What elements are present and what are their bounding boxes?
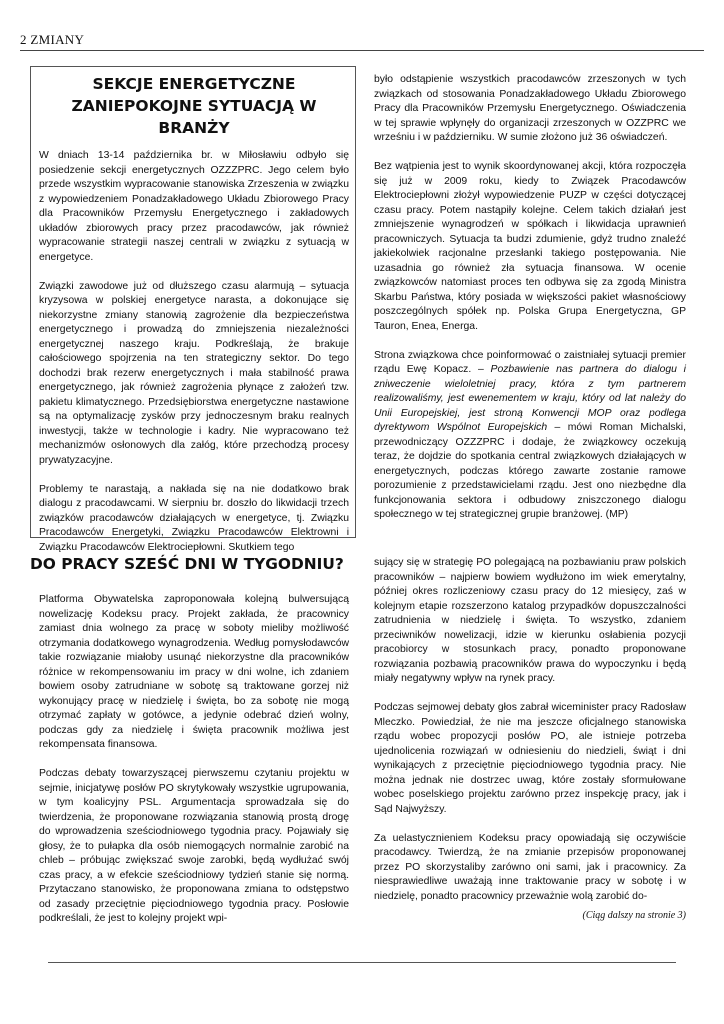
section-name: ZMIANY <box>30 32 85 47</box>
paragraph: Platforma Obywatelska zaproponowała kolejną bulwersującą nowelizację Kodeksu pracy. Projekt zakłada, że pracownicy zamiast dnia wolnego za pracę w soboty mieliby możliwość otrzymania dodatkowego wynagrodzenia. Według pomysłodawców takie rozwiązanie miałoby usunąć niekorzystne dla pracowników różnice w rekompensowaniu im pracy w dni wolne, ich zdaniem bowiem osoby zatrudniane w sobotę są traktowane gorzej niż wykonujący pracę w niedzielę i święta, bo za sobotę nie mogą otrzymać zapłaty w gotówce, a jedynie odebrać dzień wolny, podczas gdy za niedzielę i święta pracownik możliwa jest rekompensata finansowa. <box>39 594 349 750</box>
page-header <box>20 32 704 51</box>
paragraph: Podczas debaty towarzyszącej pierwszemu czytaniu projektu w sejmie, inicjatywę posłów PO skrytykowały wszystkie ugrupowania, w tym koalicyjny PSL. Argumentacja sprowadzała się do twierdzenia, że proponowane rozwiązania stanowią prostą drogę do wprowadzenia sześciodniowego tygodnia pracy. Pojawiały się głosy, że to pułapka dla osób niemogących normalnie zarobić na chleb – próbując zwiększać swoje zarobki, będą wydłużać swój czas pracy, a w efekcie sześciodniowy tydzień stanie się normą. Przytaczano stanowisko, że proponowana zmiana to odstępstwo od zasady przeciętnie pięciodniowego tygodnia pracy. Posłowie podkreślali, że jest to kolejny projekt wpi- <box>39 768 349 924</box>
article1-title-line1: SEKCJE ENERGETYCZNE <box>92 75 296 93</box>
page-number: 2 <box>20 32 27 47</box>
paragraph: sujący się w strategię PO polegającą na pozbawianiu praw polskich pracowników – najpierw bowiem wydłużono im wiek emerytalny, później okres rozliczeniowy czasu pracy do 12 miesięcy, zaś w kolejnym etapie rozszerzono katalog przypadków dopuszczalności zatrudnienia w niedzielę i święta. To wszystko, zdaniem przeciwników nowelizacji, idzie w kierunku osłabienia pozycji pracobiorcy w stosunkach pracy, ponadto proponowane rozwiązania pozbawią pracowników prawa do wypoczynku i będą miały negatywny wpływ na rynek pracy. <box>374 557 686 684</box>
paragraph-quote <box>374 349 686 523</box>
quote-intro: Strona związkowa chce poinformować o zaistniałej sytuacji premier rządu Ewę Kopacz. – <box>374 349 686 375</box>
footer-divider <box>48 962 676 963</box>
paragraph: Podczas sejmowej debaty głos zabrał wiceminister pracy Radosław Mleczko. Powiedział, że nie ma jeszcze oficjalnego stanowiska rządu wobec propozycji posłów PO, ale istnieje potrzeba ujednolicenia rozwiązań w odniesieniu do niedzieli, świąt i dni wynikających z przeciętnie pięciodniowego tygodnia pracy. Nie można jednak nie dostrzec uwag, które zostały sformułowane wobec poselskiego projektu zarówno przez inspekcję pracy, jak i Sąd Najwyższy. <box>374 702 686 815</box>
article1-title <box>39 73 349 139</box>
quote-rest: – mówi Roman Michalski, przewodniczący OZZZPRC i dodaje, że związkowcy oczekują teraz, że dojdzie do spotkania central związkowych działających w energetycznych, podczas którego zawarte zostanie ramowe porozumienie z przedstawicielami rządu. Jest ono niezbędne dla funkcjonowania sektora i odbudowy zniszczonego dialogu społecznego w tej strategicznej grupie branżowej. (MP) <box>374 422 686 520</box>
paragraph: Bez wątpienia jest to wynik skoordynowanej akcji, która rozpoczęła się już w 2009 roku, kiedy to Związek Pracodawców Elektrociepłowni złożył wypowiedzenie PUZP w części dotyczącej czasu pracy. Potem nastąpiły kolejne. Celem takich działań jest zmniejszenie wynagrodzeń w spółkach i likwidacja uprawnień pracowniczych. Sytuacja ta budzi zdumienie, gdyż trudno znaleźć jakiekolwiek racjonalne przesłanki takiego postępowania. Nie uzasadnia go również zła sytuacja finansowa. W ocenie związkowców natomiast proces ten odbywa się za zgodą Ministra Skarbu Państwa, który posiada w większości pakiet własnościowy poszczególnych spółek np. Polska Grupa Energetyczna, GP Tauron, Enea, Energa. <box>374 161 686 332</box>
paragraph: W dniach 13-14 października br. w Miłosławiu odbyło się posiedzenie sekcji energetycznych OZZZPRC. Jego celem było przede wszystkim wypracowanie stanowiska Zrzeszenia w związku z wypowiedzeniem Ponadzakładowego Układu Zbiorowego Pracy dla Pracowników Przemysłu Energetycznego i zakładowych układów zbiorowych pracy przez pracodawców, jak również wypracowanie strategii naszej centrali w związku z sytuacją w energetyce. <box>39 150 349 263</box>
paragraph: Problemy te narastają, a nakłada się na nie dodatkowo brak dialogu z pracodawcami. W sierpniu br. doszło do likwidacji trzech związków pracodawców działających w energetyce, tj. Związku Pracodawców Energetyki, Związku Pracodawców Elektrowni i Związku Pracodawców Elektrociepłowni. Skutkiem tego <box>39 483 349 553</box>
paragraph: Związki zawodowe już od dłuższego czasu alarmują – sytuacja kryzysowa w polskiej energetyce narasta, a dokonujące się niekorzystne zmiany stanowią zagrożenie dla bezpieczeństwa energetycznego i prowadzą do zmniejszenia niezależności energetycznej naszego kraju. Podkreślają, że brakuje całościowego spojrzenia na ten strategiczny sektor. Do tego dochodzi brak rezerw energetycznych i mała stabilność prawa energetycznego, jak również zagrożenia płynące z założeń tzw. pakietu klimatycznego. Przedsiębiorstwa energetyczne nastawione są na optymalizację zysków przy jednoczesnym braku realnych inwestycji, także w technologie i kadry. Nie wypracowano też mechanizmów osłonowych dla załóg, które przechodzą procesy prywatyzacyjne. <box>39 280 349 466</box>
article1-left-column <box>39 73 349 570</box>
article2-title: DO PRACY SZEŚĆ DNI W TYGODNIU? <box>30 555 344 573</box>
article1-right-column <box>374 73 686 537</box>
article2-left-column <box>39 593 349 941</box>
continuation-note: (Ciąg dalszy na stronie 3) <box>582 910 686 921</box>
article1-title-line2: ZANIEPOKOJNE SYTUACJĄ W BRANŻY <box>71 97 317 137</box>
article2-right-column <box>374 556 686 919</box>
quote-italic: Pozbawienie nas partnera do dialogu i zniweczenie wieloletniej pracy, która z tym partnerem realizowaliśmy, jest ewenementem w kraju, który od lat należy do Unii Europejskiej, jest stroną Konwencji MOP oraz podlega dyrektywom Wspólnot Europejskich <box>374 364 686 433</box>
paragraph: Za uelastycznieniem Kodeksu pracy opowiadają się oczywiście pracodawcy. Twierdzą, że na zmianie przepisów proponowanej przez PO skorzystaliby zarówno oni sami, jak i pracownicy. Za niesprawiedliwe uważają inne traktowanie pracy w sobotę i w niedzielę, ponadto pracownicy przeważnie wolą zarobić do- <box>374 832 686 902</box>
paragraph: było odstąpienie wszystkich pracodawców zrzeszonych w tych związkach od stosowania Ponadzakładowego Układu Zbiorowego Pracy dla Pracowników Przemysłu Energetycznego. Oświadczenia w tej sprawie wpłynęły do organizacji zrzeszonych w OZZPRC we wrześniu i w październiku. W sumie złożono już 36 oświadczeń. <box>374 74 686 143</box>
